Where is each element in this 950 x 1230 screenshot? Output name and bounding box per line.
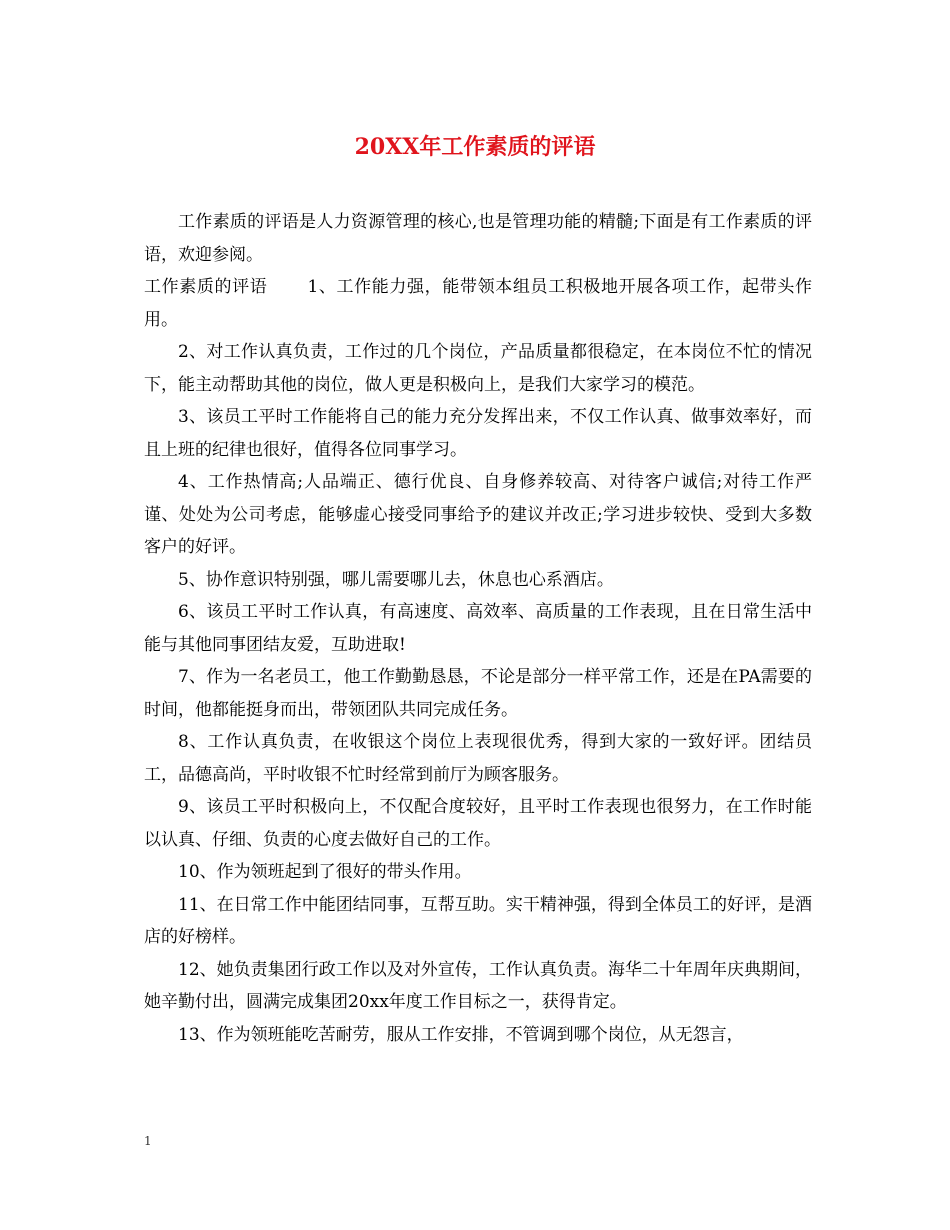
- document-title: 20XX年工作素质的评语: [354, 134, 596, 160]
- item-5-paragraph: 5、协作意识特别强，哪儿需要哪儿去，休息也心系酒店。: [178, 569, 614, 590]
- item-6-paragraph: 6、该员工平时工作认真，有高速度、高效率、高质量的工作表现，且在日常生活中能与其他同事团结友爱，互助进取!: [144, 602, 812, 655]
- item-13-paragraph: 13、作为领班能吃苦耐劳，服从工作安排，不管调到哪个岗位，从无怨言，: [178, 1024, 744, 1045]
- item-12-paragraph: 12、她负责集团行政工作以及对外宣传，工作认真负责。海华二十年周年庆典期间，她辛勤付出，圆满完成集团20xx年度工作目标之一，获得肯定。: [144, 959, 812, 1012]
- section-label: 工作素质的评语: [144, 277, 268, 297]
- page-number: 1: [144, 1134, 152, 1148]
- item-2-paragraph: 2、对工作认真负责，工作过的几个岗位，产品质量都很稳定，在本岗位不忙的情况下，能主动帮助其他的岗位，做人更是积极向上，是我们大家学习的模范。: [144, 342, 812, 395]
- item-10-paragraph: 10、作为领班起到了很好的带头作用。: [178, 862, 472, 882]
- item-3-paragraph: 3、该员工平时工作能将自己的能力充分发挥出来，不仅工作认真、做事效率好，而且上班的纪律也很好，值得各位同事学习。: [144, 407, 812, 460]
- intro-paragraph: 工作素质的评语是人力资源管理的核心,也是管理功能的精髓;下面是有工作素质的评语，欢迎参阅。: [144, 212, 812, 265]
- item-4-paragraph: 4、工作热情高;人品端正、德行优良、自身修养较高、对待客户诚信;对待工作严谨、处处为公司考虑，能够虚心接受同事给予的建议并改正;学习进步较快、受到大多数客户的好评。: [144, 472, 812, 557]
- item-11-paragraph: 11、在日常工作中能团结同事，互帮互助。实干精神强，得到全体员工的好评，是酒店的好榜样。: [144, 894, 812, 947]
- item-9-paragraph: 9、该员工平时积极向上，不仅配合度较好，且平时工作表现也很努力，在工作时能以认真、仔细、负责的心度去做好自己的工作。: [144, 797, 812, 850]
- item-1-paragraph: [144, 271, 812, 336]
- item-8-paragraph: 8、工作认真负责，在收银这个岗位上表现很优秀，得到大家的一致好评。团结员工，品德高尚，平时收银不忙时经常到前厅为顾客服务。: [144, 732, 812, 785]
- item-7-paragraph: 7、作为一名老员工，他工作勤勤恳恳，不论是部分一样平常工作，还是在PA需要的时间，他都能挺身而出，带领团队共同完成任务。: [144, 667, 812, 720]
- document-body: [144, 206, 812, 1051]
- item-1-text: 1、工作能力强，能带领本组员工积极地开展各项工作，起带头作用。: [144, 277, 812, 330]
